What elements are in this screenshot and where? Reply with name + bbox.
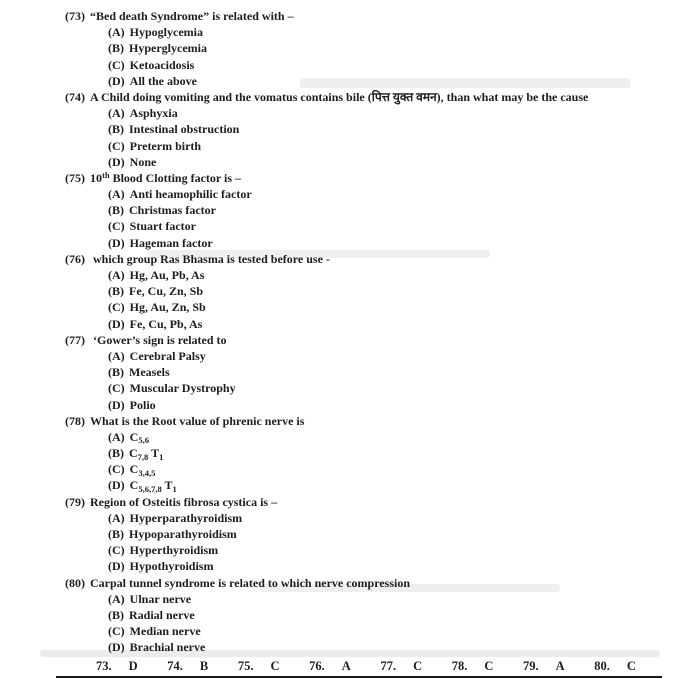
option-label: (A) — [108, 348, 125, 363]
question-number: (77) — [65, 332, 85, 347]
option-text: Ketoacidosis — [129, 57, 195, 72]
question-block — [0, 494, 680, 575]
option-label: (A) — [108, 591, 125, 606]
option-label: (C) — [108, 462, 125, 477]
option-line — [0, 364, 680, 380]
option-text: Fe, Cu, Pb, As — [129, 316, 203, 331]
option-line — [0, 607, 680, 623]
option-line — [0, 380, 680, 396]
option-label: (A) — [108, 187, 125, 202]
question-text: Region of Osteitis fibrosa cystica is – — [90, 494, 278, 509]
option-label: (A) — [108, 510, 125, 525]
option-text: Hypoglycemia — [129, 25, 203, 40]
option-text: Intestinal obstruction — [129, 122, 240, 137]
question-line — [0, 8, 680, 24]
option-label: (D) — [108, 478, 125, 493]
answer-item — [167, 659, 208, 674]
subscript-text: 5,6 — [138, 435, 149, 446]
answer-letter: C — [484, 658, 494, 673]
option-label: (A) — [108, 429, 125, 444]
option-label: (B) — [108, 527, 124, 541]
option-text: Measels — [129, 365, 170, 380]
option-label: (C) — [108, 381, 125, 396]
option-line — [0, 105, 680, 121]
option-label: (C) — [108, 543, 125, 558]
option-text: Hyperparathyroidism — [129, 510, 243, 525]
question-text: What is the Root value of phrenic nerve is — [90, 413, 305, 428]
answer-item — [238, 659, 280, 674]
question-text: Carpal tunnel syndrome is related to which nerve compression — [90, 575, 410, 590]
option-text: $C_{7,8}$ $T_1$ — [129, 446, 164, 462]
option-text: Ulnar nerve — [129, 591, 192, 606]
option-line — [0, 186, 680, 202]
answer-question-number: 77. — [380, 658, 397, 673]
question-number: (79) — [65, 494, 85, 509]
answer-question-number: 76. — [309, 658, 325, 673]
answer-letter: D — [128, 658, 138, 673]
option-text: Hageman factor — [129, 235, 213, 250]
option-label: (C) — [108, 300, 125, 315]
option-label: (A) — [108, 25, 125, 40]
answer-letter: B — [199, 658, 209, 673]
question-line — [0, 251, 680, 267]
option-line — [0, 429, 680, 445]
option-label: (B) — [108, 41, 124, 56]
question-line — [0, 332, 680, 348]
question-text: 10th Blood Clotting factor is – — [90, 169, 242, 185]
answer-question-number: 75. — [237, 658, 254, 673]
question-block — [0, 89, 680, 170]
option-text: Hg, Au, Zn, Sb — [129, 300, 206, 315]
option-label: (D) — [108, 73, 125, 88]
subscript-text: 3,4,5 — [138, 467, 156, 478]
question-line — [0, 89, 680, 105]
option-text: None — [129, 154, 157, 169]
question-number: (74) — [65, 89, 85, 104]
question-line — [0, 413, 680, 429]
option-label: (C) — [108, 624, 125, 639]
option-line — [0, 235, 680, 251]
option-text: Hypothyroidism — [129, 559, 214, 574]
option-text: Asphyxia — [129, 106, 178, 121]
option-text: Hyperthyroidism — [129, 543, 219, 558]
answer-question-number: 74. — [167, 658, 183, 673]
option-text: $C_{5,6}$ — [129, 429, 149, 446]
option-line — [0, 445, 680, 461]
question-block — [0, 413, 680, 494]
option-text: Median nerve — [129, 624, 201, 639]
answer-letter: A — [341, 658, 351, 673]
answer-question-number: 78. — [451, 658, 468, 673]
question-block — [0, 332, 680, 413]
option-text: Hyperglycemia — [129, 41, 207, 56]
question-number: (76) — [65, 251, 85, 266]
answer-item — [523, 659, 565, 674]
option-text: Hypoparathyroidism — [129, 527, 237, 541]
option-line — [0, 542, 680, 558]
option-text: $C_{3,4,5}$ — [129, 462, 156, 478]
question-text: ‘Gower’s sign is related to — [90, 332, 227, 347]
option-line — [0, 57, 680, 73]
option-text: Anti heamophilic factor — [129, 187, 252, 202]
option-line — [0, 121, 680, 137]
answer-letter: C — [270, 658, 280, 673]
option-line — [0, 138, 680, 154]
question-block — [0, 170, 680, 251]
option-label: (D) — [108, 154, 125, 169]
option-label: (C) — [108, 138, 125, 153]
answer-question-number: 79. — [523, 658, 539, 673]
option-line — [0, 154, 680, 170]
option-label: (D) — [108, 559, 125, 574]
question-block — [0, 8, 680, 89]
answer-question-number: 73. — [96, 658, 112, 673]
question-line — [0, 575, 680, 591]
option-text: Fe, Cu, Zn, Sb — [129, 284, 204, 299]
subscript-text: 7,8 — [137, 451, 149, 462]
question-line — [0, 494, 680, 510]
option-line — [0, 639, 680, 655]
answer-item — [309, 659, 351, 674]
option-line — [0, 477, 680, 493]
option-line — [0, 40, 680, 56]
option-label: (C) — [108, 57, 125, 72]
option-line — [0, 267, 680, 283]
option-text: $C_{5,6,7,8}$ $T_1$ — [129, 478, 177, 494]
question-line — [0, 170, 680, 186]
answer-letter: C — [413, 658, 423, 673]
option-label: (B) — [108, 365, 124, 380]
option-label: (D) — [108, 640, 125, 655]
option-text: Christmas factor — [129, 203, 216, 218]
option-label: (D) — [108, 397, 125, 412]
option-line — [0, 510, 680, 526]
option-line — [0, 558, 680, 574]
question-block — [0, 251, 680, 332]
answer-item — [380, 659, 422, 674]
superscript-text: th — [102, 169, 110, 180]
option-label: (B) — [108, 607, 124, 622]
option-label: (B) — [108, 122, 124, 137]
question-number: (80) — [65, 575, 85, 590]
option-text: Hg, Au, Pb, As — [129, 268, 205, 282]
option-line — [0, 591, 680, 607]
answer-key-row — [56, 659, 662, 678]
option-line — [0, 283, 680, 299]
option-line — [0, 316, 680, 332]
question-block — [0, 575, 680, 656]
question-text: which group Ras Bhasma is tested before use - — [90, 251, 330, 266]
subscript-text: 1 — [159, 451, 164, 462]
option-label: (D) — [108, 235, 125, 250]
option-line — [0, 623, 680, 639]
option-text: Muscular Dystrophy — [129, 381, 236, 396]
option-text: Cerebral Palsy — [129, 348, 206, 363]
answer-letter: C — [626, 658, 636, 673]
subscript-text: 1 — [172, 483, 177, 494]
question-number: (75) — [65, 170, 85, 185]
option-text: Stuart factor — [129, 219, 196, 234]
answer-item — [594, 659, 636, 674]
option-text: Preterm birth — [129, 138, 202, 153]
option-line — [0, 348, 680, 364]
option-label: (B) — [108, 446, 124, 461]
option-text: Brachial nerve — [129, 640, 206, 655]
answer-question-number: 80. — [594, 658, 610, 673]
option-line — [0, 461, 680, 477]
option-text: All the above — [129, 73, 198, 88]
option-text: Polio — [129, 397, 156, 412]
option-line — [0, 24, 680, 40]
question-number: (73) — [65, 9, 85, 23]
option-line — [0, 397, 680, 413]
option-line — [0, 526, 680, 542]
option-label: (B) — [108, 203, 124, 218]
answer-item — [452, 659, 494, 674]
option-label: (D) — [108, 316, 125, 331]
answer-item — [96, 659, 138, 674]
option-label: (B) — [108, 284, 124, 299]
option-label: (A) — [108, 106, 125, 121]
question-text: “Bed death Syndrome” is related with – — [90, 9, 294, 23]
question-text: A Child doing vomiting and the vomatus contains bile (पित्त युक्त वमन), than what may be the cause — [90, 89, 589, 104]
question-number: (78) — [65, 413, 85, 428]
option-line — [0, 73, 680, 89]
option-text: Radial nerve — [129, 607, 195, 622]
option-line — [0, 218, 680, 234]
answer-letter: A — [555, 658, 565, 673]
option-label: (C) — [108, 219, 125, 234]
option-label: (A) — [108, 268, 125, 282]
subscript-text: 5,6,7,8 — [138, 483, 162, 494]
option-line — [0, 299, 680, 315]
option-line — [0, 202, 680, 218]
